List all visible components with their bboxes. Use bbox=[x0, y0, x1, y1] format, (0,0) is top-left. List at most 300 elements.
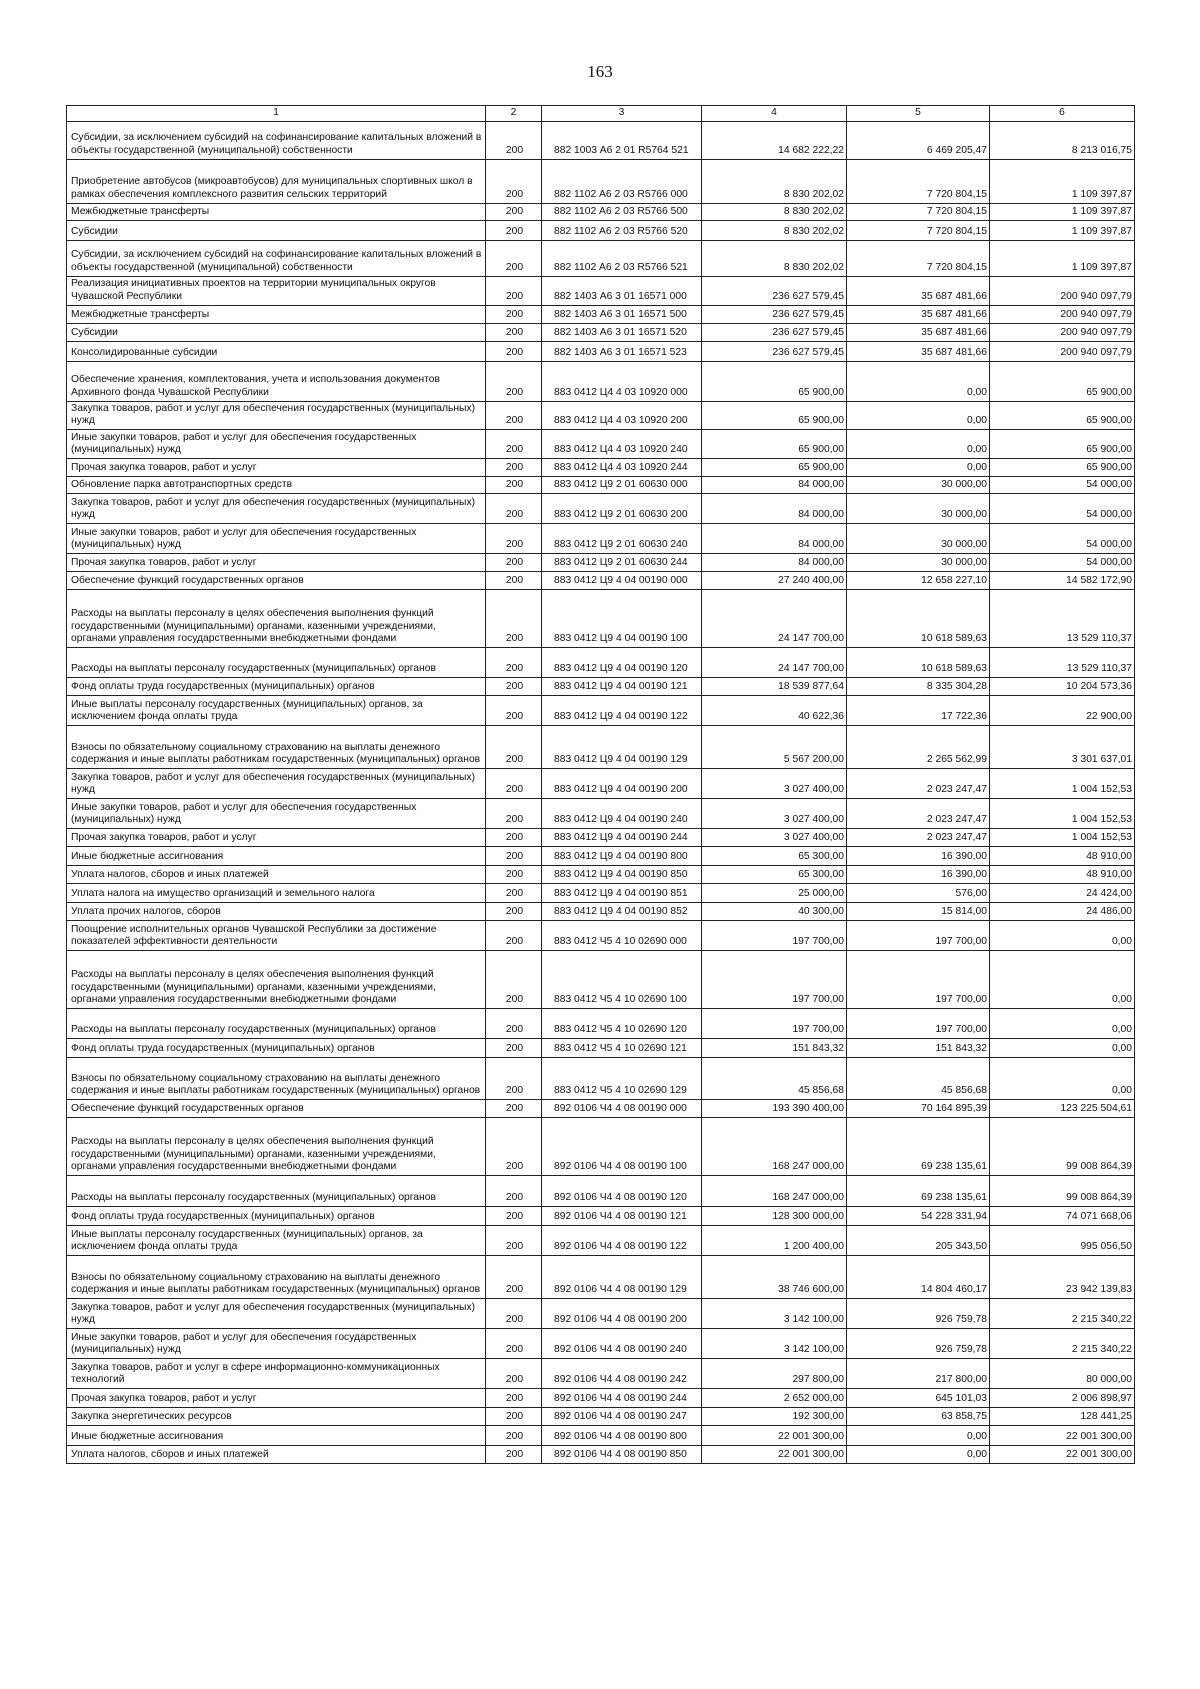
row-col-4: 84 000,00 bbox=[702, 494, 847, 524]
row-col-2: 200 bbox=[486, 240, 542, 276]
row-col-6: 74 071 668,06 bbox=[990, 1207, 1135, 1226]
row-col-6: 2 215 340,22 bbox=[990, 1329, 1135, 1359]
row-col-2: 200 bbox=[486, 951, 542, 1009]
row-name: Закупка товаров, работ и услуг для обеспечения государственных (муниципальных) нужд bbox=[67, 769, 486, 799]
row-code: 892 0106 Ч4 4 08 00190 121 bbox=[542, 1207, 702, 1226]
row-col-4: 3 027 400,00 bbox=[702, 769, 847, 799]
row-col-4: 3 027 400,00 bbox=[702, 799, 847, 829]
row-name: Закупка товаров, работ и услуг для обеспечения государственных (муниципальных) нужд bbox=[67, 494, 486, 524]
row-name: Закупка товаров, работ и услуг для обеспечения государственных (муниципальных) нужд bbox=[67, 401, 486, 430]
row-col-5: 576,00 bbox=[847, 884, 990, 903]
row-code: 892 0106 Ч4 4 08 00190 242 bbox=[542, 1359, 702, 1389]
row-code: 882 1403 А6 3 01 16571 000 bbox=[542, 276, 702, 305]
row-col-4: 8 830 202,02 bbox=[702, 159, 847, 203]
row-code: 883 0412 Ц9 4 04 00190 129 bbox=[542, 726, 702, 769]
row-name: Фонд оплаты труда государственных (муниципальных) органов bbox=[67, 678, 486, 696]
row-col-5: 16 390,00 bbox=[847, 847, 990, 866]
table-row bbox=[67, 477, 1135, 494]
table-row bbox=[67, 430, 1135, 459]
row-col-6: 65 900,00 bbox=[990, 430, 1135, 459]
table-row bbox=[67, 1359, 1135, 1389]
row-col-4: 65 900,00 bbox=[702, 430, 847, 459]
row-code: 882 1403 А6 3 01 16571 500 bbox=[542, 305, 702, 323]
row-col-4: 3 027 400,00 bbox=[702, 829, 847, 847]
row-col-6: 13 529 110,37 bbox=[990, 648, 1135, 678]
row-code: 883 0412 Ч5 4 10 02690 129 bbox=[542, 1058, 702, 1100]
row-col-2: 200 bbox=[486, 847, 542, 866]
row-col-6: 54 000,00 bbox=[990, 494, 1135, 524]
row-col-5: 197 700,00 bbox=[847, 921, 990, 951]
table-row bbox=[67, 1389, 1135, 1408]
row-name: Обеспечение хранения, комплектования, учета и использования документов Архивного фонда Чувашской Республики bbox=[67, 361, 486, 401]
table-row bbox=[67, 1426, 1135, 1446]
row-col-5: 70 164 895,39 bbox=[847, 1100, 990, 1118]
row-code: 892 0106 Ч4 4 08 00190 100 bbox=[542, 1118, 702, 1176]
row-name: Обновление парка автотранспортных средств bbox=[67, 477, 486, 494]
row-code: 883 0412 Ц9 4 04 00190 240 bbox=[542, 799, 702, 829]
row-col-5: 35 687 481,66 bbox=[847, 276, 990, 305]
row-name: Обеспечение функций государственных органов bbox=[67, 1100, 486, 1118]
row-code: 883 0412 Ц9 4 04 00190 852 bbox=[542, 903, 702, 921]
table-row bbox=[67, 401, 1135, 430]
table-row bbox=[67, 121, 1135, 159]
row-col-4: 128 300 000,00 bbox=[702, 1207, 847, 1226]
row-col-5: 7 720 804,15 bbox=[847, 203, 990, 220]
table-row bbox=[67, 829, 1135, 847]
row-col-4: 84 000,00 bbox=[702, 554, 847, 572]
row-col-2: 200 bbox=[486, 1118, 542, 1176]
row-col-6: 48 910,00 bbox=[990, 847, 1135, 866]
row-col-2: 200 bbox=[486, 884, 542, 903]
table-row bbox=[67, 1299, 1135, 1329]
row-code: 882 1102 А6 2 03 R5766 521 bbox=[542, 240, 702, 276]
table-row bbox=[67, 769, 1135, 799]
row-code: 883 0412 Ц4 4 03 10920 200 bbox=[542, 401, 702, 430]
row-col-5: 10 618 589,63 bbox=[847, 648, 990, 678]
row-col-2: 200 bbox=[486, 1207, 542, 1226]
row-col-2: 200 bbox=[486, 590, 542, 648]
row-col-5: 45 856,68 bbox=[847, 1058, 990, 1100]
table-row bbox=[67, 1408, 1135, 1426]
row-col-2: 200 bbox=[486, 572, 542, 590]
row-col-5: 10 618 589,63 bbox=[847, 590, 990, 648]
table-row bbox=[67, 866, 1135, 884]
row-col-6: 65 900,00 bbox=[990, 401, 1135, 430]
row-col-2: 200 bbox=[486, 799, 542, 829]
row-col-5: 30 000,00 bbox=[847, 524, 990, 554]
column-header: 2 bbox=[486, 106, 542, 122]
row-code: 882 1003 А6 2 01 R5764 521 bbox=[542, 121, 702, 159]
row-name: Уплата налогов, сборов и иных платежей bbox=[67, 866, 486, 884]
row-name: Взносы по обязательному социальному страхованию на выплаты денежного содержания и иные выплаты работникам государственных (муниципальных) органов bbox=[67, 726, 486, 769]
row-col-2: 200 bbox=[486, 769, 542, 799]
row-col-5: 16 390,00 bbox=[847, 866, 990, 884]
row-col-2: 200 bbox=[486, 678, 542, 696]
row-col-6: 1 109 397,87 bbox=[990, 203, 1135, 220]
row-col-4: 25 000,00 bbox=[702, 884, 847, 903]
table-row bbox=[67, 884, 1135, 903]
row-col-2: 200 bbox=[486, 1329, 542, 1359]
row-col-4: 65 900,00 bbox=[702, 361, 847, 401]
table-row bbox=[67, 847, 1135, 866]
table-row bbox=[67, 240, 1135, 276]
row-col-2: 200 bbox=[486, 1009, 542, 1039]
row-name: Субсидии bbox=[67, 220, 486, 240]
row-code: 882 1403 А6 3 01 16571 520 bbox=[542, 323, 702, 341]
row-col-6: 2 215 340,22 bbox=[990, 1299, 1135, 1329]
row-name: Иные бюджетные ассигнования bbox=[67, 847, 486, 866]
row-col-5: 7 720 804,15 bbox=[847, 220, 990, 240]
row-col-4: 45 856,68 bbox=[702, 1058, 847, 1100]
row-col-6: 200 940 097,79 bbox=[990, 341, 1135, 361]
row-col-2: 200 bbox=[486, 1100, 542, 1118]
row-col-6: 1 004 152,53 bbox=[990, 829, 1135, 847]
row-col-2: 200 bbox=[486, 220, 542, 240]
row-name: Прочая закупка товаров, работ и услуг bbox=[67, 829, 486, 847]
row-name: Расходы на выплаты персоналу в целях обеспечения выполнения функций государственными (муниципальными) органами, казенными учреждениями, органами управления государственными внебюджетными фондами bbox=[67, 590, 486, 648]
row-col-2: 200 bbox=[486, 726, 542, 769]
table-row bbox=[67, 554, 1135, 572]
row-col-6: 8 213 016,75 bbox=[990, 121, 1135, 159]
row-col-6: 123 225 504,61 bbox=[990, 1100, 1135, 1118]
row-col-2: 200 bbox=[486, 1299, 542, 1329]
row-name: Закупка товаров, работ и услуг в сфере информационно-коммуникационных технологий bbox=[67, 1359, 486, 1389]
row-col-6: 1 109 397,87 bbox=[990, 159, 1135, 203]
row-code: 892 0106 Ч4 4 08 00190 120 bbox=[542, 1176, 702, 1207]
row-col-4: 27 240 400,00 bbox=[702, 572, 847, 590]
row-col-5: 7 720 804,15 bbox=[847, 240, 990, 276]
row-name: Приобретение автобусов (микроавтобусов) для муниципальных спортивных школ в рамках обеспечения комплексного развития сельских территорий bbox=[67, 159, 486, 203]
row-col-6: 995 056,50 bbox=[990, 1226, 1135, 1256]
row-col-6: 0,00 bbox=[990, 951, 1135, 1009]
page-number: 163 bbox=[587, 62, 613, 81]
table-body bbox=[67, 121, 1135, 1463]
row-name: Прочая закупка товаров, работ и услуг bbox=[67, 554, 486, 572]
row-col-2: 200 bbox=[486, 829, 542, 847]
row-col-4: 197 700,00 bbox=[702, 951, 847, 1009]
row-col-4: 65 900,00 bbox=[702, 401, 847, 430]
table-row bbox=[67, 1039, 1135, 1058]
row-col-2: 200 bbox=[486, 1176, 542, 1207]
row-col-6: 54 000,00 bbox=[990, 477, 1135, 494]
row-col-6: 22 900,00 bbox=[990, 696, 1135, 726]
row-col-2: 200 bbox=[486, 866, 542, 884]
row-name: Иные выплаты персоналу государственных (муниципальных) органов, за исключением фонда оплаты труда bbox=[67, 696, 486, 726]
row-name: Реализация инициативных проектов на территории муниципальных округов Чувашской Республики bbox=[67, 276, 486, 305]
table-row bbox=[67, 1058, 1135, 1100]
row-col-5: 0,00 bbox=[847, 1426, 990, 1446]
row-name: Расходы на выплаты персоналу государственных (муниципальных) органов bbox=[67, 1009, 486, 1039]
row-code: 892 0106 Ч4 4 08 00190 850 bbox=[542, 1446, 702, 1464]
row-name: Фонд оплаты труда государственных (муниципальных) органов bbox=[67, 1207, 486, 1226]
row-col-5: 15 814,00 bbox=[847, 903, 990, 921]
row-col-5: 30 000,00 bbox=[847, 554, 990, 572]
row-col-2: 200 bbox=[486, 159, 542, 203]
row-name: Иные закупки товаров, работ и услуг для обеспечения государственных (муниципальных) нужд bbox=[67, 524, 486, 554]
table-row bbox=[67, 903, 1135, 921]
table-row bbox=[67, 459, 1135, 477]
column-header: 5 bbox=[847, 106, 990, 122]
row-col-2: 200 bbox=[486, 1256, 542, 1299]
row-name: Иные выплаты персоналу государственных (муниципальных) органов, за исключением фонда оплаты труда bbox=[67, 1226, 486, 1256]
row-code: 892 0106 Ч4 4 08 00190 122 bbox=[542, 1226, 702, 1256]
row-col-4: 65 900,00 bbox=[702, 459, 847, 477]
row-col-5: 69 238 135,61 bbox=[847, 1176, 990, 1207]
row-code: 882 1102 А6 2 03 R5766 500 bbox=[542, 203, 702, 220]
row-col-6: 200 940 097,79 bbox=[990, 276, 1135, 305]
table-row bbox=[67, 799, 1135, 829]
row-col-2: 200 bbox=[486, 921, 542, 951]
row-col-4: 40 622,36 bbox=[702, 696, 847, 726]
row-code: 883 0412 Ч5 4 10 02690 100 bbox=[542, 951, 702, 1009]
row-col-5: 63 858,75 bbox=[847, 1408, 990, 1426]
row-col-5: 0,00 bbox=[847, 1446, 990, 1464]
row-col-4: 38 746 600,00 bbox=[702, 1256, 847, 1299]
row-col-2: 200 bbox=[486, 648, 542, 678]
row-name: Иные закупки товаров, работ и услуг для обеспечения государственных (муниципальных) нужд bbox=[67, 430, 486, 459]
row-code: 883 0412 Ц9 4 04 00190 120 bbox=[542, 648, 702, 678]
table-row bbox=[67, 1118, 1135, 1176]
table-row bbox=[67, 220, 1135, 240]
row-code: 883 0412 Ц9 2 01 60630 000 bbox=[542, 477, 702, 494]
row-col-2: 200 bbox=[486, 323, 542, 341]
row-col-2: 200 bbox=[486, 1058, 542, 1100]
row-col-6: 65 900,00 bbox=[990, 459, 1135, 477]
row-col-2: 200 bbox=[486, 696, 542, 726]
table-row bbox=[67, 590, 1135, 648]
row-col-5: 151 843,32 bbox=[847, 1039, 990, 1058]
row-col-6: 128 441,25 bbox=[990, 1408, 1135, 1426]
row-col-4: 8 830 202,02 bbox=[702, 220, 847, 240]
table-row bbox=[67, 1329, 1135, 1359]
row-col-2: 200 bbox=[486, 554, 542, 572]
table-row bbox=[67, 726, 1135, 769]
table-row bbox=[67, 921, 1135, 951]
column-header: 4 bbox=[702, 106, 847, 122]
row-col-4: 84 000,00 bbox=[702, 524, 847, 554]
row-name: Иные закупки товаров, работ и услуг для обеспечения государственных (муниципальных) нужд bbox=[67, 1329, 486, 1359]
row-col-5: 54 228 331,94 bbox=[847, 1207, 990, 1226]
table-row bbox=[67, 361, 1135, 401]
row-col-2: 200 bbox=[486, 1408, 542, 1426]
table-row bbox=[67, 276, 1135, 305]
row-name: Расходы на выплаты персоналу в целях обеспечения выполнения функций государственными (муниципальными) органами, казенными учреждениями, органами управления государственными внебюджетными фондами bbox=[67, 1118, 486, 1176]
row-col-2: 200 bbox=[486, 459, 542, 477]
row-col-2: 200 bbox=[486, 430, 542, 459]
row-col-6: 23 942 139,83 bbox=[990, 1256, 1135, 1299]
row-code: 883 0412 Ц4 4 03 10920 240 bbox=[542, 430, 702, 459]
row-code: 892 0106 Ч4 4 08 00190 000 bbox=[542, 1100, 702, 1118]
row-col-2: 200 bbox=[486, 1446, 542, 1464]
row-code: 883 0412 Ц9 4 04 00190 122 bbox=[542, 696, 702, 726]
row-col-4: 40 300,00 bbox=[702, 903, 847, 921]
row-col-6: 1 004 152,53 bbox=[990, 799, 1135, 829]
row-col-2: 200 bbox=[486, 341, 542, 361]
row-col-4: 236 627 579,45 bbox=[702, 323, 847, 341]
row-col-5: 7 720 804,15 bbox=[847, 159, 990, 203]
row-col-6: 54 000,00 bbox=[990, 554, 1135, 572]
row-col-2: 200 bbox=[486, 1226, 542, 1256]
row-name: Обеспечение функций государственных органов bbox=[67, 572, 486, 590]
table-row bbox=[67, 1176, 1135, 1207]
row-code: 883 0412 Ч5 4 10 02690 000 bbox=[542, 921, 702, 951]
row-col-2: 200 bbox=[486, 524, 542, 554]
row-name: Расходы на выплаты персоналу в целях обеспечения выполнения функций государственными (муниципальными) органами, казенными учреждениями, органами управления государственными внебюджетными фондами bbox=[67, 951, 486, 1009]
row-code: 883 0412 Ц9 4 04 00190 244 bbox=[542, 829, 702, 847]
row-col-5: 35 687 481,66 bbox=[847, 305, 990, 323]
row-name: Уплата налогов, сборов и иных платежей bbox=[67, 1446, 486, 1464]
row-col-5: 30 000,00 bbox=[847, 477, 990, 494]
row-name: Расходы на выплаты персоналу государственных (муниципальных) органов bbox=[67, 648, 486, 678]
row-name: Субсидии, за исключением субсидий на софинансирование капитальных вложений в объекты государственной (муниципальной) собственности bbox=[67, 240, 486, 276]
row-col-6: 14 582 172,90 bbox=[990, 572, 1135, 590]
row-col-6: 24 486,00 bbox=[990, 903, 1135, 921]
row-col-5: 197 700,00 bbox=[847, 1009, 990, 1039]
row-col-6: 1 109 397,87 bbox=[990, 220, 1135, 240]
row-name: Фонд оплаты труда государственных (муниципальных) органов bbox=[67, 1039, 486, 1058]
row-code: 882 1102 А6 2 03 R5766 520 bbox=[542, 220, 702, 240]
budget-table bbox=[66, 105, 1135, 1464]
row-col-5: 17 722,36 bbox=[847, 696, 990, 726]
row-col-4: 14 682 222,22 bbox=[702, 121, 847, 159]
table-row bbox=[67, 203, 1135, 220]
row-name: Консолидированные субсидии bbox=[67, 341, 486, 361]
row-code: 883 0412 Ц4 4 03 10920 244 bbox=[542, 459, 702, 477]
row-col-4: 2 652 000,00 bbox=[702, 1389, 847, 1408]
table-row bbox=[67, 1446, 1135, 1464]
row-col-6: 22 001 300,00 bbox=[990, 1446, 1135, 1464]
row-col-5: 645 101,03 bbox=[847, 1389, 990, 1408]
row-col-2: 200 bbox=[486, 203, 542, 220]
row-col-4: 236 627 579,45 bbox=[702, 276, 847, 305]
row-col-6: 65 900,00 bbox=[990, 361, 1135, 401]
table-row bbox=[67, 648, 1135, 678]
row-col-4: 297 800,00 bbox=[702, 1359, 847, 1389]
row-col-5: 69 238 135,61 bbox=[847, 1118, 990, 1176]
row-col-6: 0,00 bbox=[990, 1039, 1135, 1058]
row-col-6: 24 424,00 bbox=[990, 884, 1135, 903]
row-code: 892 0106 Ч4 4 08 00190 247 bbox=[542, 1408, 702, 1426]
row-col-6: 0,00 bbox=[990, 921, 1135, 951]
row-col-4: 197 700,00 bbox=[702, 921, 847, 951]
table-row bbox=[67, 159, 1135, 203]
row-name: Взносы по обязательному социальному страхованию на выплаты денежного содержания и иные выплаты работникам государственных (муниципальных) органов bbox=[67, 1256, 486, 1299]
row-col-5: 0,00 bbox=[847, 361, 990, 401]
row-code: 883 0412 Ц9 4 04 00190 850 bbox=[542, 866, 702, 884]
row-col-5: 926 759,78 bbox=[847, 1299, 990, 1329]
row-col-5: 0,00 bbox=[847, 459, 990, 477]
table-row bbox=[67, 305, 1135, 323]
row-code: 883 0412 Ц9 4 04 00190 121 bbox=[542, 678, 702, 696]
row-name: Прочая закупка товаров, работ и услуг bbox=[67, 459, 486, 477]
row-code: 883 0412 Ц9 4 04 00190 100 bbox=[542, 590, 702, 648]
row-code: 883 0412 Ц9 2 01 60630 200 bbox=[542, 494, 702, 524]
row-name: Уплата налога на имущество организаций и земельного налога bbox=[67, 884, 486, 903]
row-col-5: 926 759,78 bbox=[847, 1329, 990, 1359]
table-row bbox=[67, 494, 1135, 524]
row-col-6: 99 008 864,39 bbox=[990, 1176, 1135, 1207]
row-col-5: 197 700,00 bbox=[847, 951, 990, 1009]
row-col-4: 22 001 300,00 bbox=[702, 1426, 847, 1446]
table-row bbox=[67, 678, 1135, 696]
row-code: 883 0412 Ц9 4 04 00190 851 bbox=[542, 884, 702, 903]
row-col-4: 236 627 579,45 bbox=[702, 305, 847, 323]
row-col-4: 24 147 700,00 bbox=[702, 648, 847, 678]
column-header: 3 bbox=[542, 106, 702, 122]
row-col-4: 22 001 300,00 bbox=[702, 1446, 847, 1464]
row-code: 883 0412 Ц9 4 04 00190 000 bbox=[542, 572, 702, 590]
row-col-5: 6 469 205,47 bbox=[847, 121, 990, 159]
row-col-5: 205 343,50 bbox=[847, 1226, 990, 1256]
row-col-4: 65 300,00 bbox=[702, 866, 847, 884]
row-col-5: 8 335 304,28 bbox=[847, 678, 990, 696]
table-row bbox=[67, 572, 1135, 590]
row-code: 883 0412 Ч5 4 10 02690 121 bbox=[542, 1039, 702, 1058]
row-name: Субсидии, за исключением субсидий на софинансирование капитальных вложений в объекты государственной (муниципальной) собственности bbox=[67, 121, 486, 159]
row-col-6: 80 000,00 bbox=[990, 1359, 1135, 1389]
row-col-2: 200 bbox=[486, 1359, 542, 1389]
row-code: 883 0412 Ц9 4 04 00190 800 bbox=[542, 847, 702, 866]
column-header: 1 bbox=[67, 106, 486, 122]
row-col-4: 168 247 000,00 bbox=[702, 1118, 847, 1176]
row-col-4: 24 147 700,00 bbox=[702, 590, 847, 648]
row-col-5: 14 804 460,17 bbox=[847, 1256, 990, 1299]
row-name: Межбюджетные трансферты bbox=[67, 305, 486, 323]
row-name: Прочая закупка товаров, работ и услуг bbox=[67, 1389, 486, 1408]
row-col-2: 200 bbox=[486, 903, 542, 921]
row-col-6: 0,00 bbox=[990, 1009, 1135, 1039]
row-col-2: 200 bbox=[486, 1039, 542, 1058]
table-row bbox=[67, 1226, 1135, 1256]
row-col-5: 217 800,00 bbox=[847, 1359, 990, 1389]
row-name: Закупка товаров, работ и услуг для обеспечения государственных (муниципальных) нужд bbox=[67, 1299, 486, 1329]
row-col-2: 200 bbox=[486, 494, 542, 524]
row-code: 883 0412 Ц4 4 03 10920 000 bbox=[542, 361, 702, 401]
row-code: 883 0412 Ч5 4 10 02690 120 bbox=[542, 1009, 702, 1039]
row-col-4: 5 567 200,00 bbox=[702, 726, 847, 769]
row-col-5: 2 265 562,99 bbox=[847, 726, 990, 769]
header-row bbox=[67, 106, 1135, 122]
row-code: 892 0106 Ч4 4 08 00190 200 bbox=[542, 1299, 702, 1329]
row-col-5: 35 687 481,66 bbox=[847, 323, 990, 341]
table-row bbox=[67, 1009, 1135, 1039]
row-code: 892 0106 Ч4 4 08 00190 800 bbox=[542, 1426, 702, 1446]
row-name: Взносы по обязательному социальному страхованию на выплаты денежного содержания и иные выплаты работникам государственных (муниципальных) органов bbox=[67, 1058, 486, 1100]
row-code: 883 0412 Ц9 2 01 60630 244 bbox=[542, 554, 702, 572]
table-row bbox=[67, 696, 1135, 726]
row-col-2: 200 bbox=[486, 1426, 542, 1446]
row-name: Межбюджетные трансферты bbox=[67, 203, 486, 220]
row-col-6: 3 301 637,01 bbox=[990, 726, 1135, 769]
row-col-4: 236 627 579,45 bbox=[702, 341, 847, 361]
row-col-5: 30 000,00 bbox=[847, 494, 990, 524]
row-col-2: 200 bbox=[486, 121, 542, 159]
row-col-2: 200 bbox=[486, 477, 542, 494]
row-col-2: 200 bbox=[486, 401, 542, 430]
row-col-4: 8 830 202,02 bbox=[702, 240, 847, 276]
row-col-6: 10 204 573,36 bbox=[990, 678, 1135, 696]
row-code: 882 1102 А6 2 03 R5766 000 bbox=[542, 159, 702, 203]
row-col-5: 35 687 481,66 bbox=[847, 341, 990, 361]
row-name: Расходы на выплаты персоналу государственных (муниципальных) органов bbox=[67, 1176, 486, 1207]
row-col-4: 3 142 100,00 bbox=[702, 1329, 847, 1359]
row-col-4: 8 830 202,02 bbox=[702, 203, 847, 220]
row-col-6: 200 940 097,79 bbox=[990, 305, 1135, 323]
row-col-4: 1 200 400,00 bbox=[702, 1226, 847, 1256]
row-col-6: 0,00 bbox=[990, 1058, 1135, 1100]
row-name: Иные закупки товаров, работ и услуг для обеспечения государственных (муниципальных) нужд bbox=[67, 799, 486, 829]
row-col-6: 200 940 097,79 bbox=[990, 323, 1135, 341]
